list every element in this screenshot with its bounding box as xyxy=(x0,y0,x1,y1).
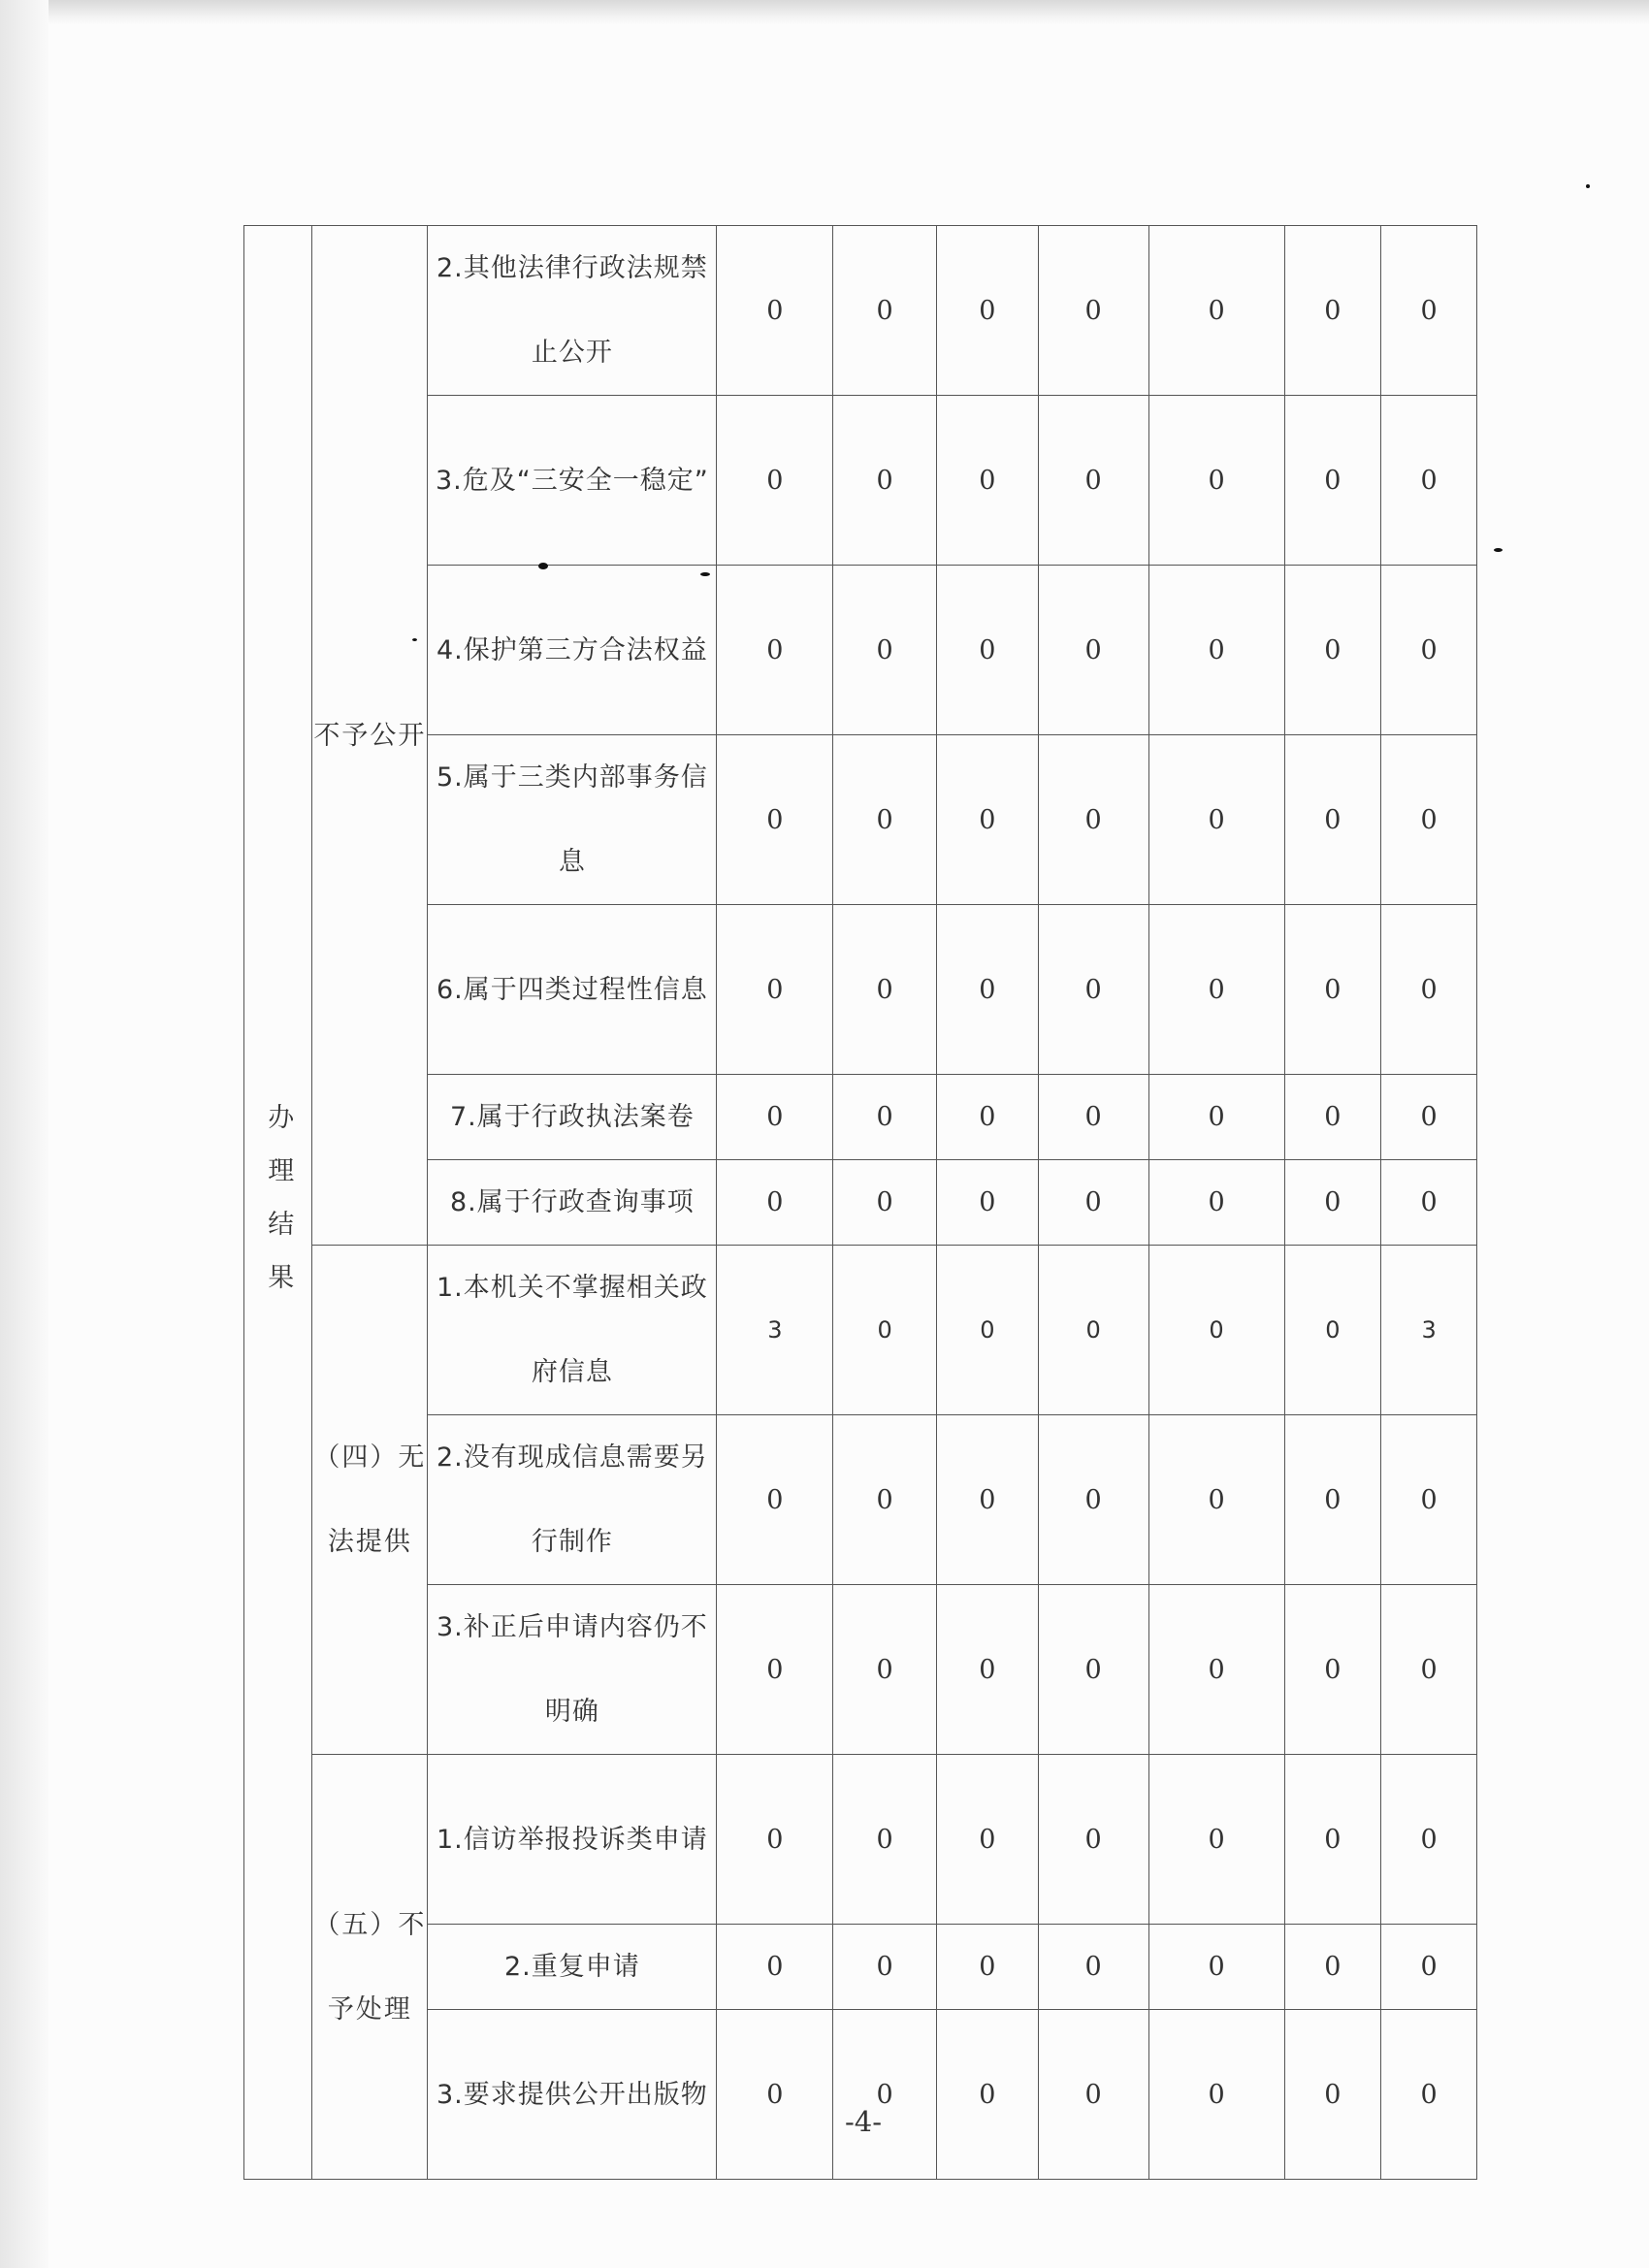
value-cell: 0 xyxy=(1284,1755,1381,1925)
scan-edge-left xyxy=(0,0,48,2268)
row-label: 3.补正后申请内容仍不明确 xyxy=(428,1585,717,1755)
table-row xyxy=(244,2010,1477,2180)
value-cell: 0 xyxy=(717,905,833,1075)
value-cell: 0 xyxy=(717,1755,833,1925)
table-body xyxy=(244,226,1477,2180)
row-label: 5.属于三类内部事务信息 xyxy=(428,735,717,905)
table-row xyxy=(244,1246,1477,1415)
value-cell: 0 xyxy=(717,396,833,566)
value-cell: 3 xyxy=(1381,1246,1477,1415)
outer-group-label: 办理结果 xyxy=(263,1103,294,1316)
value-cell: 0 xyxy=(937,566,1039,735)
value-cell: 0 xyxy=(717,1585,833,1755)
row-label: 1.信访举报投诉类申请 xyxy=(428,1755,717,1925)
value-cell: 0 xyxy=(1148,1585,1284,1755)
value-cell: 0 xyxy=(1148,1925,1284,2010)
row-label: 7.属于行政执法案卷 xyxy=(428,1075,717,1160)
value-cell: 0 xyxy=(833,735,937,905)
value-cell: 0 xyxy=(937,396,1039,566)
value-cell: 0 xyxy=(1148,226,1284,396)
value-cell: 0 xyxy=(1381,566,1477,735)
value-cell: 0 xyxy=(1381,396,1477,566)
value-cell: 0 xyxy=(1148,1755,1284,1925)
scan-edge-top xyxy=(0,0,1649,25)
value-cell: 0 xyxy=(1284,1075,1381,1160)
value-cell: 0 xyxy=(937,1415,1039,1585)
value-cell: 0 xyxy=(1148,1246,1284,1415)
value-cell: 0 xyxy=(1381,905,1477,1075)
value-cell: 0 xyxy=(1038,2010,1148,2180)
disclosure-results-table xyxy=(243,225,1477,2180)
value-cell: 0 xyxy=(1284,566,1381,735)
table-row xyxy=(244,1075,1477,1160)
table-row xyxy=(244,735,1477,905)
value-cell: 0 xyxy=(1284,1585,1381,1755)
value-cell: 0 xyxy=(1038,1075,1148,1160)
value-cell: 0 xyxy=(937,2010,1039,2180)
value-cell: 0 xyxy=(833,1160,937,1246)
value-cell: 0 xyxy=(937,905,1039,1075)
table-row xyxy=(244,1585,1477,1755)
row-label: 2.没有现成信息需要另行制作 xyxy=(428,1415,717,1585)
value-cell: 0 xyxy=(1038,1246,1148,1415)
scan-speck xyxy=(412,638,417,641)
value-cell: 0 xyxy=(833,1246,937,1415)
value-cell: 0 xyxy=(717,1415,833,1585)
value-cell: 0 xyxy=(1148,905,1284,1075)
value-cell: 0 xyxy=(833,1075,937,1160)
value-cell: 0 xyxy=(1381,1075,1477,1160)
value-cell: 0 xyxy=(1381,1160,1477,1246)
table-row xyxy=(244,396,1477,566)
value-cell: 0 xyxy=(833,566,937,735)
value-cell: 0 xyxy=(717,2010,833,2180)
table-row xyxy=(244,1755,1477,1925)
value-cell: 0 xyxy=(1284,1160,1381,1246)
value-cell: 0 xyxy=(1381,735,1477,905)
outer-group-cell xyxy=(244,226,312,2180)
value-cell: 0 xyxy=(1284,1925,1381,2010)
table-row xyxy=(244,1415,1477,1585)
value-cell: 0 xyxy=(937,735,1039,905)
value-cell: 0 xyxy=(1038,396,1148,566)
row-label: 4.保护第三方合法权益 xyxy=(428,566,717,735)
value-cell: 0 xyxy=(1038,1585,1148,1755)
value-cell: 0 xyxy=(717,226,833,396)
value-cell: 0 xyxy=(1148,1160,1284,1246)
value-cell: 0 xyxy=(937,1755,1039,1925)
value-cell: 0 xyxy=(1038,226,1148,396)
value-cell: 0 xyxy=(1148,1075,1284,1160)
scan-speck xyxy=(1586,184,1590,188)
scan-speck xyxy=(700,572,710,576)
value-cell: 0 xyxy=(1381,226,1477,396)
value-cell: 0 xyxy=(1284,2010,1381,2180)
value-cell: 0 xyxy=(937,1160,1039,1246)
value-cell: 0 xyxy=(1284,1415,1381,1585)
value-cell: 0 xyxy=(1381,1415,1477,1585)
scan-speck xyxy=(538,563,548,569)
value-cell: 0 xyxy=(1284,1246,1381,1415)
value-cell: 0 xyxy=(1381,1925,1477,2010)
value-cell: 0 xyxy=(1381,1585,1477,1755)
value-cell: 0 xyxy=(937,1075,1039,1160)
table-row xyxy=(244,1925,1477,2010)
value-cell: 0 xyxy=(833,226,937,396)
value-cell: 0 xyxy=(1284,905,1381,1075)
value-cell: 0 xyxy=(1038,1160,1148,1246)
row-label: 1.本机关不掌握相关政府信息 xyxy=(428,1246,717,1415)
group-label: （四）无法提供 xyxy=(312,1246,428,1755)
table-row xyxy=(244,226,1477,396)
value-cell: 0 xyxy=(1381,1755,1477,1925)
value-cell: 0 xyxy=(1148,566,1284,735)
page-number: -4- xyxy=(844,2105,883,2138)
value-cell: 0 xyxy=(833,1415,937,1585)
value-cell: 3 xyxy=(717,1246,833,1415)
value-cell: 0 xyxy=(717,1160,833,1246)
value-cell: 0 xyxy=(1148,735,1284,905)
value-cell: 0 xyxy=(1284,396,1381,566)
scan-speck xyxy=(1494,548,1503,552)
value-cell: 0 xyxy=(717,1925,833,2010)
row-label: 2.其他法律行政法规禁止公开 xyxy=(428,226,717,396)
value-cell: 0 xyxy=(1148,2010,1284,2180)
value-cell: 0 xyxy=(833,905,937,1075)
value-cell: 0 xyxy=(1038,905,1148,1075)
value-cell: 0 xyxy=(1284,735,1381,905)
value-cell: 0 xyxy=(833,2010,937,2180)
row-label: 2.重复申请 xyxy=(428,1925,717,2010)
value-cell: 0 xyxy=(717,566,833,735)
group-label: 不予公开 xyxy=(312,226,428,1246)
value-cell: 0 xyxy=(937,1925,1039,2010)
table-row xyxy=(244,905,1477,1075)
value-cell: 0 xyxy=(833,1585,937,1755)
value-cell: 0 xyxy=(1038,735,1148,905)
value-cell: 0 xyxy=(717,735,833,905)
value-cell: 0 xyxy=(833,1755,937,1925)
value-cell: 0 xyxy=(937,1585,1039,1755)
value-cell: 0 xyxy=(1038,1415,1148,1585)
value-cell: 0 xyxy=(833,396,937,566)
value-cell: 0 xyxy=(1284,226,1381,396)
row-label: 6.属于四类过程性信息 xyxy=(428,905,717,1075)
value-cell: 0 xyxy=(833,1925,937,2010)
row-label: 3.危及“三安全一稳定” xyxy=(428,396,717,566)
table-row xyxy=(244,566,1477,735)
row-label: 8.属于行政查询事项 xyxy=(428,1160,717,1246)
table-row xyxy=(244,1160,1477,1246)
value-cell: 0 xyxy=(937,226,1039,396)
value-cell: 0 xyxy=(1381,2010,1477,2180)
group-label: （五）不予处理 xyxy=(312,1755,428,2180)
row-label: 3.要求提供公开出版物 xyxy=(428,2010,717,2180)
value-cell: 0 xyxy=(717,1075,833,1160)
value-cell: 0 xyxy=(1038,1755,1148,1925)
value-cell: 0 xyxy=(937,1246,1039,1415)
value-cell: 0 xyxy=(1148,1415,1284,1585)
value-cell: 0 xyxy=(1038,566,1148,735)
value-cell: 0 xyxy=(1038,1925,1148,2010)
value-cell: 0 xyxy=(1148,396,1284,566)
